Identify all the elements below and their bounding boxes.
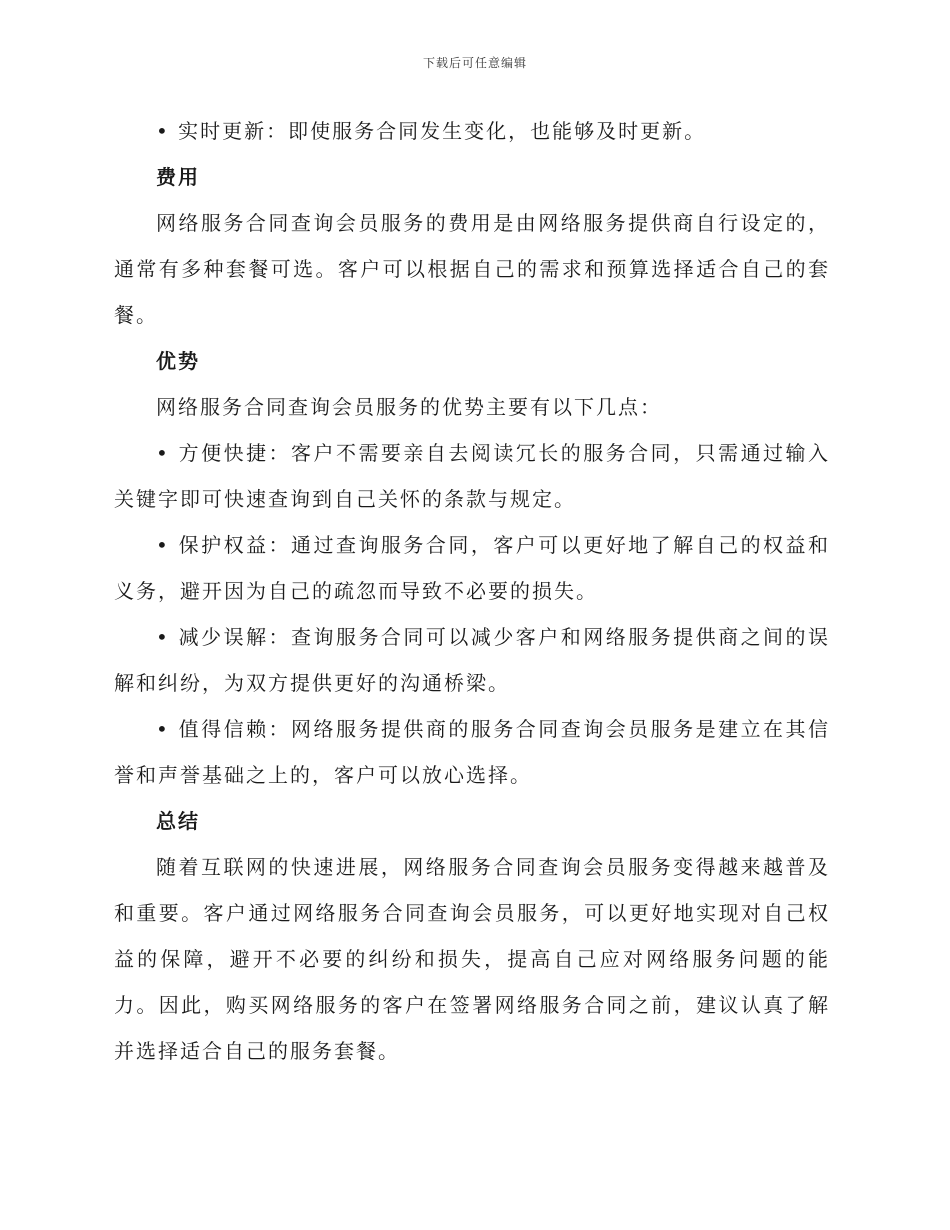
paragraph-advantages-intro: 网络服务合同查询会员服务的优势主要有以下几点：: [156, 395, 662, 419]
bullet-trustworthy: • 值得信赖：网络服务提供商的服务合同查询会员服务是建立在其信誉和声誉基础之上的，客户可以放心选择。: [114, 717, 830, 787]
bullet-convenient: • 方便快捷：客户不需要亲自去阅读冗长的服务合同，只需通过输入关键字即可快速查询到自己关怀的条款与规定。: [114, 441, 830, 511]
bullet-realtime-update: • 实时更新：即使服务合同发生变化，也能够及时更新。: [156, 119, 707, 143]
bullet-reduce-misunderstanding: • 减少误解：查询服务合同可以减少客户和网络服务提供商之间的误解和纠纷，为双方提供更好的沟通桥梁。: [114, 625, 830, 695]
bullet-protect-rights: • 保护权益：通过查询服务合同，客户可以更好地了解自己的权益和义务，避开因为自己的疏忽而导致不必要的损失。: [114, 533, 830, 603]
document-body: [114, 108, 830, 1074]
page-header-note: 下载后可任意编辑: [422, 56, 527, 70]
section-heading-cost: 费用: [156, 165, 200, 189]
paragraph-cost: 网络服务合同查询会员服务的费用是由网络服务提供商自行设定的，通常有多种套餐可选。客户可以根据自己的需求和预算选择适合自己的套餐。: [114, 211, 830, 327]
section-heading-advantages: 优势: [156, 349, 200, 373]
section-heading-summary: 总结: [156, 809, 200, 833]
paragraph-summary: 随着互联网的快速进展，网络服务合同查询会员服务变得越来越普及和重要。客户通过网络服务合同查询会员服务，可以更好地实现对自己权益的保障，避开不必要的纠纷和损失，提高自己应对网络服务问题的能力。因此，购买网络服务的客户在签署网络服务合同之前，建议认真了解并选择适合自己的服务套餐。: [114, 855, 830, 1063]
